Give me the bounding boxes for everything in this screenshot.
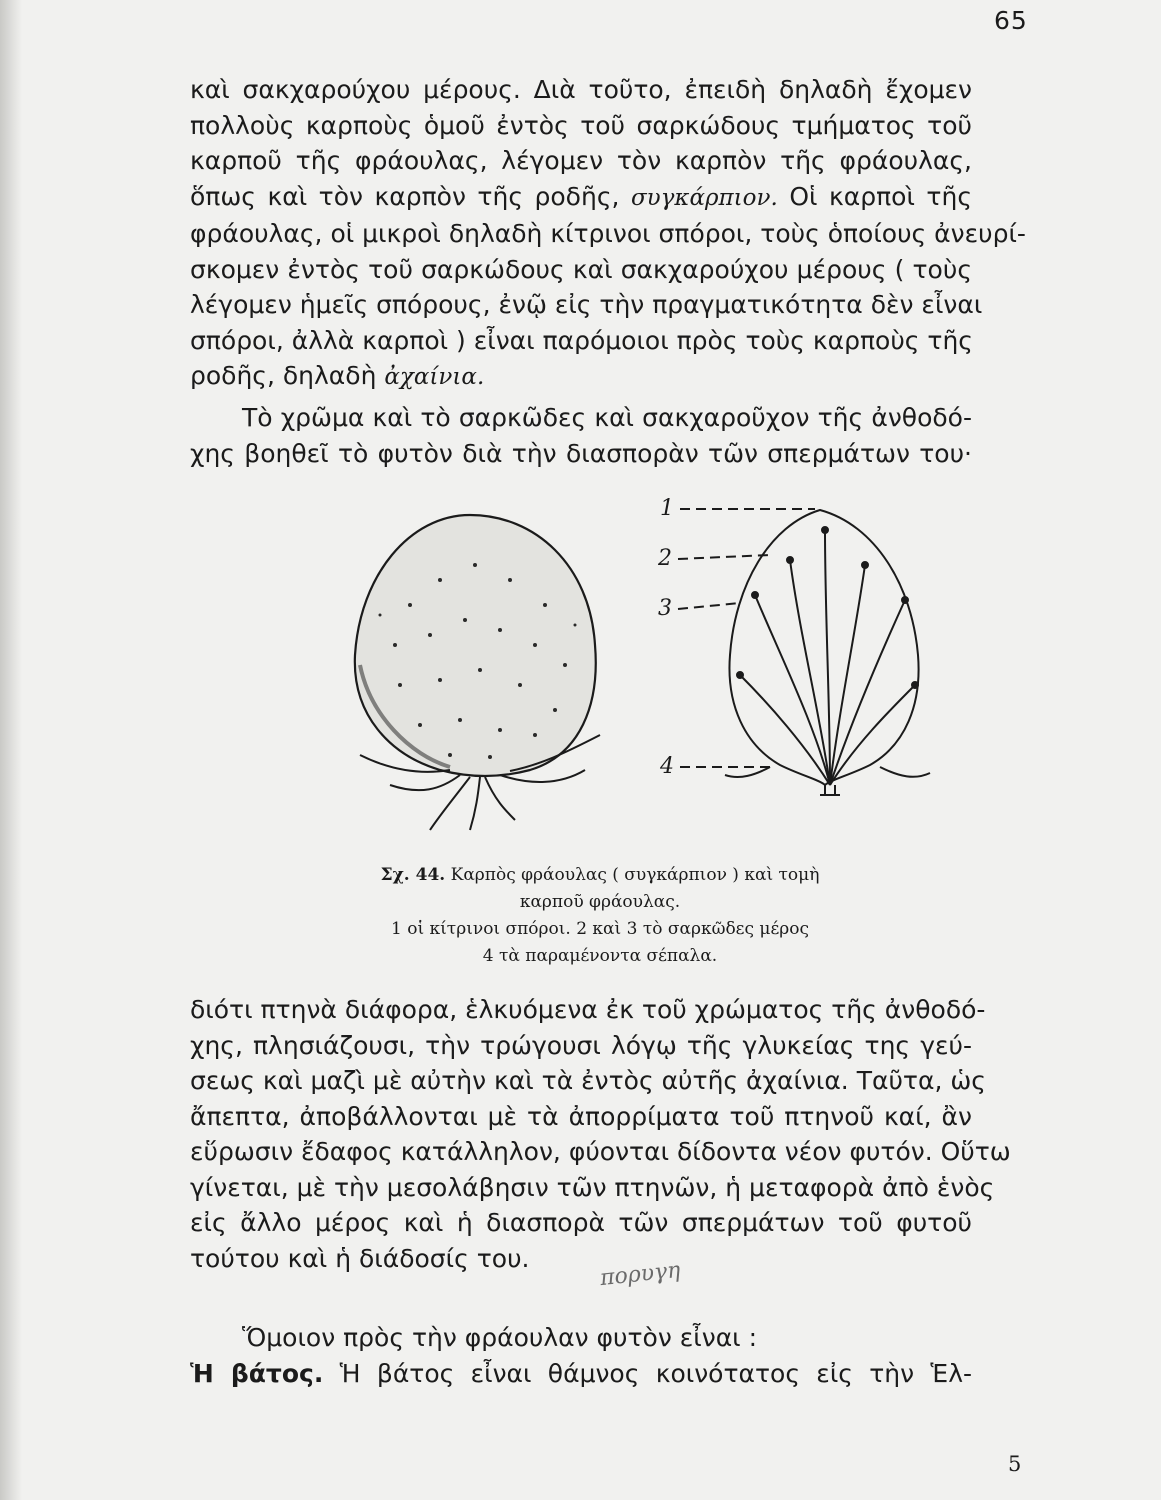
- text-line: ἄπεπτα, ἀποβάλλονται μὲ τὰ ἀπορρίματα τοῦ πτηνοῦ καί, ἂν: [190, 1101, 972, 1131]
- paragraph-4: [190, 1320, 972, 1391]
- text-line-with-term: [190, 179, 972, 217]
- text-line: Ὅμοιον πρὸς τὴν φράουλαν φυτὸν εἶναι :: [242, 1323, 758, 1352]
- inline-heading-vatos: Ἡ βάτος.: [190, 1358, 324, 1388]
- strawberry-figure: [300, 485, 940, 845]
- strawberry-illustration: [355, 515, 600, 830]
- text-line: λέγομεν ἡμεῖς σπόρους, ἐνῷ εἰς τὴν πραγματικότητα δὲν εἶναι: [190, 290, 983, 319]
- text-line: σεως καὶ μαζὶ μὲ αὐτὴν καὶ τὰ ἐντὸς αὐτῆς ἀχαίνια. Ταῦτα, ὡς: [190, 1066, 986, 1095]
- paragraph-2: [190, 400, 972, 471]
- text-line-with-heading: [190, 1356, 972, 1392]
- text-line: εἰς ἄλλο μέρος καὶ ἡ διασπορὰ τῶν σπερμάτων τοῦ φυτοῦ: [190, 1208, 972, 1237]
- caption-line: 1 οἱ κίτρινοι σπόροι. 2 καὶ 3 τὸ σαρκῶδες μέρος: [390, 919, 810, 939]
- text-fragment: ὅπως καὶ τὸν καρπὸν τῆς ροδῆς,: [190, 181, 620, 211]
- figure-labels: [657, 496, 815, 779]
- text-line: σπόροι, ἀλλὰ καρποὶ ) εἶναι παρόμοιοι πρὸς τοὺς καρποὺς τῆς: [190, 325, 973, 355]
- text-fragment: ροδῆς, δηλαδὴ: [190, 361, 377, 390]
- term-synkarpion: συγκάρπιον.: [630, 184, 778, 211]
- text-line: γίνεται, μὲ τὴν μεσολάβησιν τῶν πτηνῶν, ἡ μεταφορὰ ἀπὸ ἑνὸς: [190, 1172, 995, 1202]
- page-edge-shadow: [0, 0, 22, 1500]
- paragraph-3: [190, 992, 1011, 1276]
- caption-line: [250, 862, 950, 889]
- figure-number: Σχ. 44.: [380, 865, 446, 885]
- text-line: τούτου καὶ ἡ διάδοσίς του.: [190, 1243, 530, 1273]
- term-achainia: ἀχαίνια.: [384, 364, 485, 390]
- text-line: χης, πλησιάζουσι, τὴν τρώγουσι λόγῳ τῆς γλυκείας της γεύ-: [190, 1030, 972, 1060]
- text-line-with-term: [190, 358, 972, 396]
- text-fragment: Ἡ βάτος εἶναι θάμνος κοινότατος εἰς τὴν Ἑλ-: [339, 1358, 973, 1388]
- text-line: χης βοηθεῖ τὸ φυτὸν διὰ τὴν διασπορὰν τῶν σπερμάτων του·: [190, 438, 972, 468]
- strawberry-cross-section: [725, 510, 930, 795]
- handwritten-note: πορυγη: [598, 1257, 682, 1292]
- page-number: 65: [994, 6, 1028, 35]
- text-line: καὶ σακχαρούχου μέρους. Διὰ τοῦτο, ἐπειδὴ δηλαδὴ ἔχομεν: [190, 75, 972, 104]
- label-1: 1: [660, 496, 674, 521]
- text-fragment: Οἱ καρποὶ τῆς: [789, 181, 973, 211]
- label-2: 2: [658, 546, 672, 571]
- signature-number: 5: [1008, 1452, 1022, 1476]
- text-line: διότι πτηνὰ διάφορα, ἑλκυόμενα ἐκ τοῦ χρώματος τῆς ἀνθοδό-: [190, 995, 986, 1024]
- text-line: σκομεν ἐντὸς τοῦ σαρκώδους καὶ σακχαρούχου μέρους ( τοὺς: [190, 254, 972, 284]
- text-line: πολλοὺς καρποὺς ὁμοῦ ἐντὸς τοῦ σαρκώδους τμήματος τοῦ: [190, 110, 972, 140]
- caption-line: καρποῦ φράουλας.: [519, 892, 681, 912]
- label-3: 3: [658, 596, 672, 621]
- paragraph-1: [190, 72, 1026, 396]
- text-line: εὕρωσιν ἔδαφος κατάλληλον, φύονται δίδοντα νέον φυτόν. Οὕτω: [190, 1137, 1011, 1166]
- caption-line: 4 τὰ παραμένοντα σέπαλα.: [482, 946, 718, 966]
- text-line: φράουλας, οἱ μικροὶ δηλαδὴ κίτρινοι σπόροι, τοὺς ὁποίους ἀνευρί-: [190, 219, 1026, 248]
- text-line: καρποῦ τῆς φράουλας, λέγομεν τὸν καρπὸν τῆς φράουλας,: [190, 146, 972, 175]
- caption-text: Καρπὸς φράουλας ( συγκάρπιον ) καὶ τομὴ: [450, 865, 820, 885]
- figure-caption: [250, 862, 950, 970]
- text-line: Τὸ χρῶμα καὶ τὸ σαρκῶδες καὶ σακχαροῦχον τῆς ἀνθοδό-: [242, 403, 972, 432]
- label-4: 4: [660, 754, 674, 779]
